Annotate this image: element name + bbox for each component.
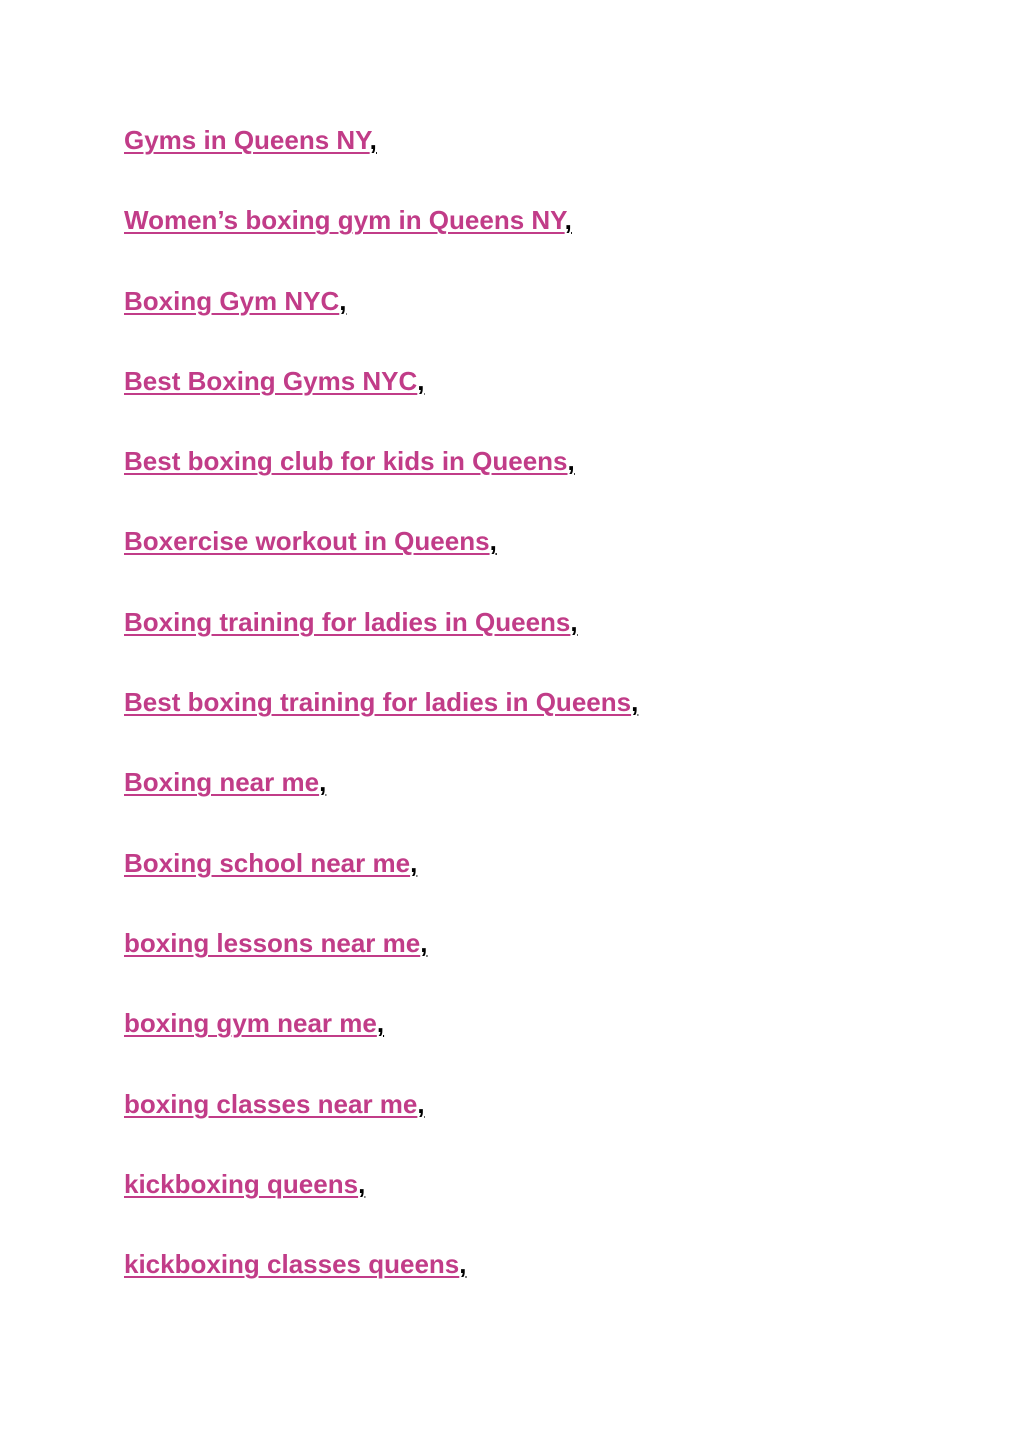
keyword-link[interactable]: boxing lessons near me (124, 927, 421, 958)
keyword-link[interactable]: boxing classes near me (124, 1088, 418, 1119)
comma-separator: , (410, 847, 418, 878)
list-item (124, 443, 638, 523)
keyword-link[interactable]: Boxing school near me (124, 847, 411, 878)
comma-separator: , (417, 365, 425, 396)
list-item (124, 1005, 638, 1085)
keyword-link[interactable]: Best boxing club for kids in Queens (124, 446, 568, 477)
keyword-link[interactable]: Best boxing training for ladies in Queens (124, 687, 632, 718)
comma-separator: , (319, 767, 327, 798)
keyword-link[interactable]: Gyms in Queens NY (124, 125, 370, 155)
comma-separator: , (417, 1088, 425, 1119)
keyword-link[interactable]: Boxercise workout in Queens (124, 526, 490, 557)
comma-separator: , (358, 1168, 366, 1199)
list-item (124, 925, 638, 1005)
comma-separator: , (631, 687, 639, 718)
comma-separator: , (376, 1008, 385, 1039)
comma-separator: , (570, 606, 578, 637)
list-item (124, 604, 638, 684)
keyword-link[interactable]: kickboxing queens (124, 1168, 359, 1199)
comma-separator: , (420, 927, 428, 958)
comma-separator: , (489, 526, 497, 557)
comma-separator: , (339, 285, 347, 316)
comma-separator: , (459, 1249, 467, 1280)
comma-separator: , (369, 125, 377, 155)
list-item (124, 363, 638, 443)
list-item (124, 1086, 638, 1166)
list-item (124, 1246, 638, 1326)
list-item (124, 684, 638, 764)
keyword-link[interactable]: kickboxing classes queens (124, 1249, 460, 1280)
comma-separator: , (564, 205, 572, 236)
list-item (124, 764, 638, 844)
keyword-link[interactable]: Boxing Gym NYC (124, 285, 340, 316)
list-item (124, 1166, 638, 1246)
keyword-link-list (124, 122, 638, 1326)
comma-separator: , (567, 446, 575, 477)
list-item (124, 122, 638, 202)
keyword-link[interactable]: Best Boxing Gyms NYC (124, 365, 418, 396)
keyword-link[interactable]: Boxing training for ladies in Queens (124, 606, 571, 637)
keyword-link[interactable]: Boxing near me (124, 767, 320, 798)
keyword-link[interactable]: Women’s boxing gym in Queens NY (124, 205, 565, 236)
list-item (124, 202, 638, 282)
list-item (124, 845, 638, 925)
list-item (124, 523, 638, 603)
keyword-link[interactable]: boxing gym near me (124, 1008, 377, 1039)
list-item (124, 283, 638, 363)
